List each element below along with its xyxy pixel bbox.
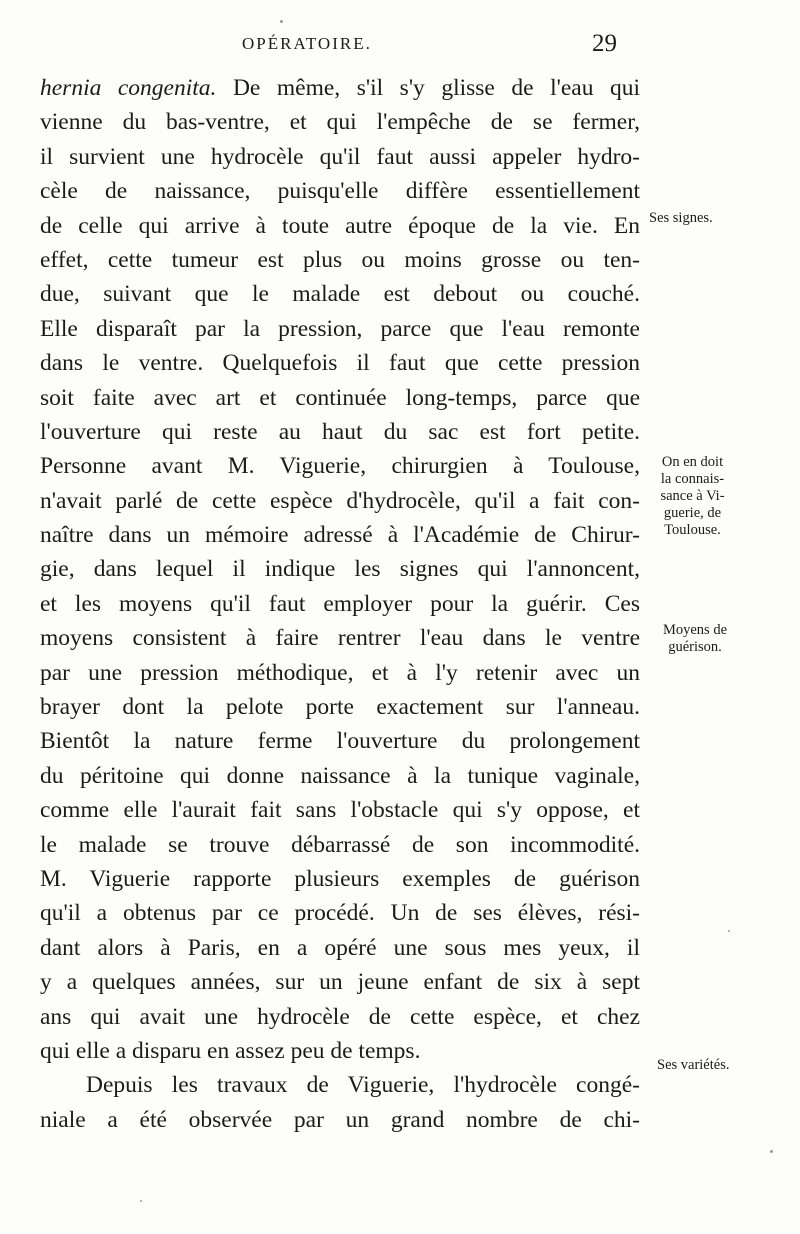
paper-speck: [770, 1150, 773, 1153]
text-line: [40, 71, 640, 105]
margin-note-moyens: [645, 622, 745, 656]
text-line: Depuis les travaux de Viguerie, l'hydrocèle congé-: [86, 1072, 640, 1099]
text-line: Bientôt la nature ferme l'ouverture du prolongement: [40, 728, 640, 755]
text-line: soit faite avec art et continuée long-temps, parce que: [40, 384, 640, 411]
text-line: moyens consistent à faire rentrer l'eau dans le ventre: [40, 625, 640, 652]
text-line: M. Viguerie rapporte plusieurs exemples de guérison: [40, 865, 640, 892]
margin-note-line: sance à Vi-: [660, 488, 725, 504]
paper-speck: [728, 930, 730, 932]
margin-note-line: Toulouse.: [664, 522, 721, 538]
italic-term: hernia congenita.: [40, 75, 217, 101]
text-line: vienne du bas-ventre, et qui l'empêche de se fermer,: [40, 109, 640, 136]
text-line: Elle disparaît par la pression, parce que l'eau remonte: [40, 315, 640, 342]
margin-note-signes: Ses signes.: [649, 210, 713, 226]
text-line: Personne avant M. Viguerie, chirurgien à Toulouse,: [40, 453, 640, 480]
text-line: dant alors à Paris, en a opéré une sous mes yeux, il: [40, 934, 640, 961]
text-line: qui elle a disparu en assez peu de temps.: [40, 1037, 421, 1064]
margin-note-line: Moyens de: [662, 622, 728, 638]
text-line: de celle qui arrive à toute autre époque de la vie. En: [40, 212, 640, 239]
text-line: l'ouverture qui reste au haut du sac est fort petite.: [40, 418, 640, 445]
body-text: [40, 71, 640, 1137]
margin-note-line: la connais-: [660, 471, 725, 487]
text-line: cèle de naissance, puisqu'elle diffère essentiellement: [40, 178, 640, 205]
text-line: n'avait parlé de cette espèce d'hydrocèle, qu'il a fait con-: [40, 487, 640, 514]
text-line: effet, cette tumeur est plus ou moins grosse ou ten-: [40, 246, 640, 273]
text-line: comme elle l'aurait fait sans l'obstacle qui s'y oppose, et: [40, 797, 640, 824]
text-line: niale a été observée par un grand nombre de chi-: [40, 1106, 640, 1133]
margin-note-varietes: Ses variétés.: [657, 1057, 730, 1073]
text-line: naître dans un mémoire adressé à l'Académie de Chirur-: [40, 522, 640, 549]
margin-note-line: guerie, de: [663, 505, 722, 521]
text-line: y a quelques années, sur un jeune enfant de six à sept: [40, 969, 640, 996]
text-line-rest: De même, s'il s'y glisse de l'eau qui: [216, 75, 641, 101]
text-line: brayer dont la pelote porte exactement sur l'anneau.: [40, 694, 640, 721]
running-head: OPÉRATOIRE.: [242, 34, 372, 53]
text-line: dans le ventre. Quelquefois il faut que cette pression: [40, 350, 640, 377]
page-number: 29: [592, 30, 617, 57]
text-line: et les moyens qu'il faut employer pour la guérir. Ces: [40, 590, 640, 617]
text-line: par une pression méthodique, et à l'y retenir avec un: [40, 659, 640, 686]
text-line: qu'il a obtenus par ce procédé. Un de ses élèves, rési-: [40, 900, 640, 927]
text-line: le malade se trouve débarrassé de son incommodité.: [40, 831, 640, 858]
text-line: il survient une hydrocèle qu'il faut aussi appeler hydro-: [40, 143, 640, 170]
margin-note-line: On en doit: [661, 454, 724, 470]
text-line: gie, dans lequel il indique les signes qui l'annoncent,: [40, 556, 640, 583]
paper-speck: [280, 20, 283, 23]
margin-note-viguerie: [645, 454, 740, 539]
text-line: ans qui avait une hydrocèle de cette espèce, et chez: [40, 1003, 640, 1030]
text-line: du péritoine qui donne naissance à la tunique vaginale,: [40, 762, 640, 789]
margin-note-line: guérison.: [668, 639, 722, 655]
text-line: due, suivant que le malade est debout ou couché.: [40, 281, 640, 308]
paper-speck: [140, 1200, 142, 1202]
